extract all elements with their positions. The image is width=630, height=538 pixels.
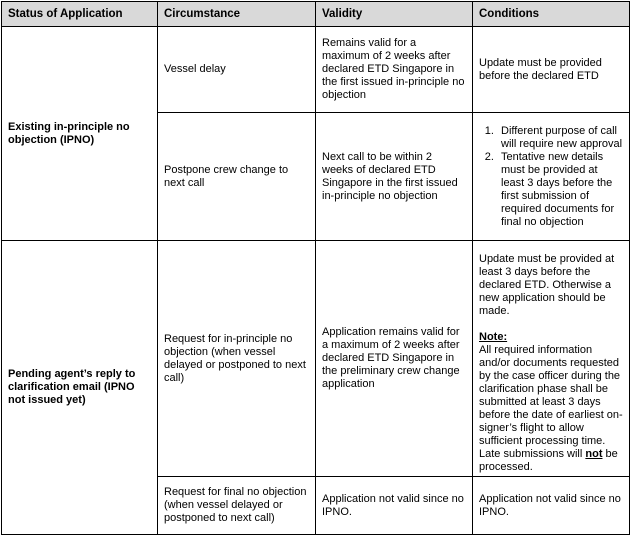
header-status: Status of Application bbox=[2, 2, 158, 27]
table-row bbox=[2, 241, 630, 477]
status-existing-ipno: Existing in-principle no objection (IPNO) bbox=[2, 27, 158, 241]
conditions-list bbox=[479, 125, 623, 229]
conditions-cell: Application not valid since no IPNO. bbox=[473, 477, 630, 535]
application-validity-table bbox=[1, 1, 630, 535]
conditions-cell: Update must be provided before the declared ETD bbox=[473, 27, 630, 113]
conditions-cell bbox=[473, 241, 630, 477]
validity-cell: Next call to be within 2 weeks of declared ETD Singapore in the first issued in-principle no objection bbox=[316, 113, 473, 241]
circumstance-cell: Request for final no objection (when vessel delayed or postponed to next call) bbox=[158, 477, 316, 535]
note-text-after: be processed. bbox=[479, 448, 618, 473]
note-emphasis: not bbox=[585, 448, 603, 460]
circumstance-cell: Request for in-principle no objection (when vessel delayed or postponed to next call) bbox=[158, 241, 316, 477]
validity-cell: Application remains valid for a maximum of 2 weeks after declared ETD Singapore in the preliminary crew change application bbox=[316, 241, 473, 477]
header-conditions: Conditions bbox=[473, 2, 630, 27]
note-text bbox=[479, 344, 623, 474]
header-validity: Validity bbox=[316, 2, 473, 27]
conditions-cell bbox=[473, 113, 630, 241]
status-pending-reply: Pending agent’s reply to clarification email (IPNO not issued yet) bbox=[2, 241, 158, 535]
note-label: Note: bbox=[479, 331, 508, 343]
table-row bbox=[2, 27, 630, 113]
circumstance-cell: Vessel delay bbox=[158, 27, 316, 113]
conditions-paragraph: Update must be provided at least 3 days before the declared ETD. Otherwise a new application should be made. bbox=[479, 253, 615, 317]
list-item: 1. Different purpose of call will require new approval bbox=[497, 125, 623, 151]
note-text-before: All required information and/or documents requested by the case officer during the clarification phase shall be submitted at least 3 days before the date of earliest on-signer’s flight to allow sufficient processing time. Late submissions will bbox=[479, 344, 623, 460]
header-circumstance: Circumstance bbox=[158, 2, 316, 27]
list-item: 2. Tentative new details must be provided at least 3 days before the first submission of required documents for final no objection bbox=[497, 151, 623, 229]
validity-cell: Remains valid for a maximum of 2 weeks after declared ETD Singapore in the first issued in-principle no objection bbox=[316, 27, 473, 113]
validity-cell: Application not valid since no IPNO. bbox=[316, 477, 473, 535]
circumstance-cell: Postpone crew change to next call bbox=[158, 113, 316, 241]
header-row bbox=[2, 2, 630, 27]
